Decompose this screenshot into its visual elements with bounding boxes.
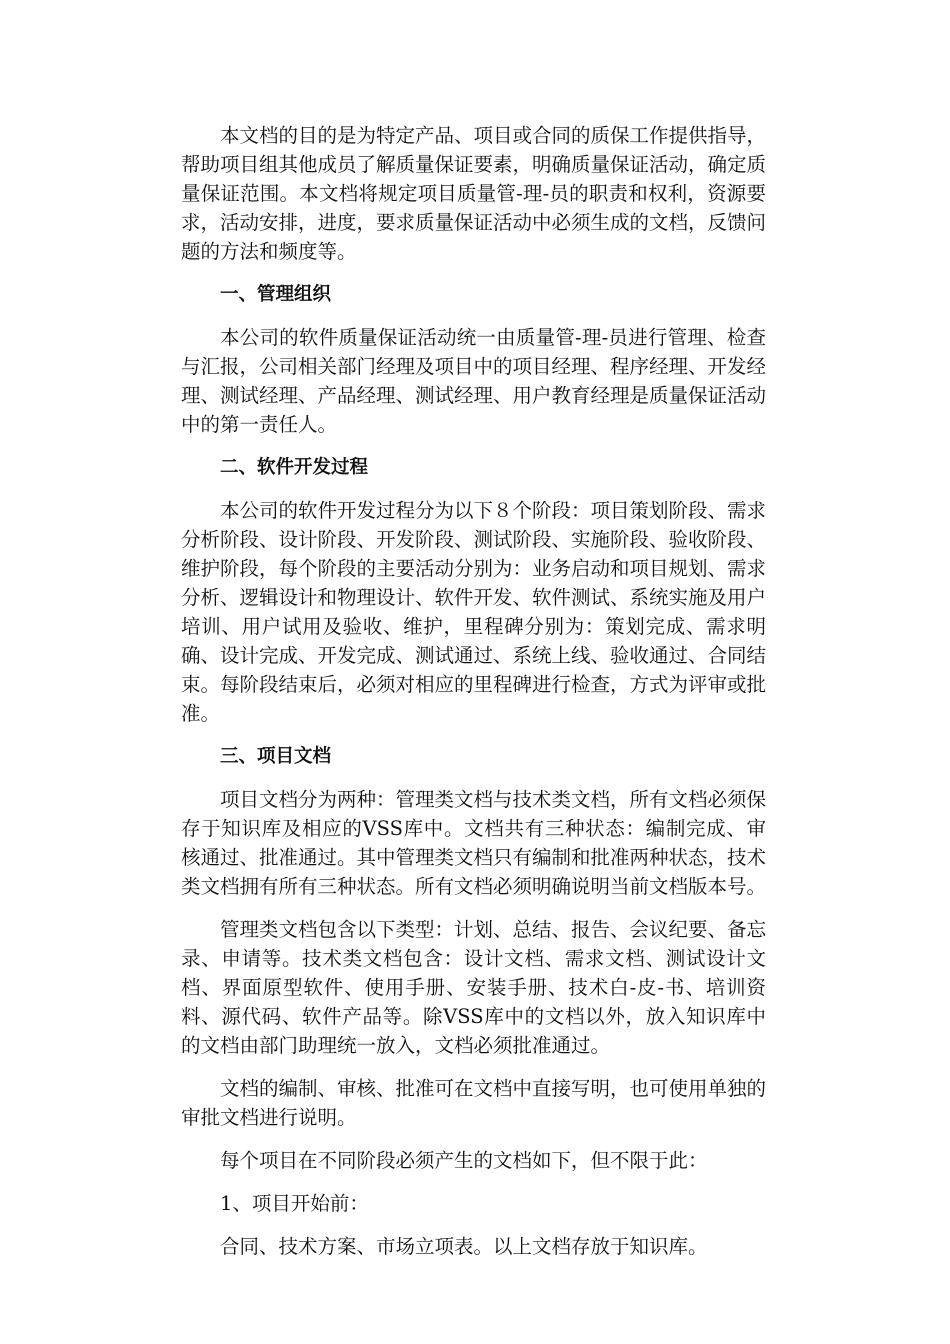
documents-paragraph-approval: 文档的编制、审核、批准可在文档中直接写明，也可使用单独的审批文档进行说明。 (181, 1077, 767, 1129)
section-heading-development-process: 二、软件开发过程 (220, 457, 369, 478)
section-heading-project-documents: 三、项目文档 (220, 746, 332, 767)
documents-paragraph-required: 每个项目在不同阶段必须产生的文档如下，但不限于此： (220, 1149, 708, 1172)
documents-paragraph-categories: 管理类文档包含以下类型：计划、总结、报告、会议纪要、备忘录、申请等。技术类文档包含：设计文档、需求文档、测试设计文档、界面原型软件、使用手册、安装手册、技术白-皮-书、培训资料、源代码、软件产品等。除VSS库中的文档以外，放入知识库中的文档由部门助理统一放入，文档必须批准通过。 (181, 918, 767, 1057)
documents-list-item-1: 1、项目开始前： (220, 1192, 369, 1215)
development-process-paragraph: 本公司的软件开发过程分为以下８个阶段：项目策划阶段、需求分析阶段、设计阶段、开发阶段、测试阶段、实施阶段、验收阶段、维护阶段，每个阶段的主要活动分别为：业务启动和项目规划、需求分析、逻辑设计和物理设计、软件开发、软件测试、系统实施及用户培训、用户试用及验收、维护，里程碑分别为：策划完成、需求明确、设计完成、开发完成、测试通过、系统上线、验收通过、合同结束。每阶段结束后，必须对相应的里程碑进行检查，方式为评审或批准。 (181, 499, 767, 725)
management-paragraph: 本公司的软件质量保证活动统一由质量管-理-员进行管理、检查与汇报，公司相关部门经理及项目中的项目经理、程序经理、开发经理、测试经理、产品经理、测试经理、用户教育经理是质量保证活动中的第一责任人。 (181, 326, 767, 436)
intro-paragraph: 本文档的目的是为特定产品、项目或合同的质保工作提供指导，帮助项目组其他成员了解质量保证要素，明确质量保证活动，确定质量保证范围。本文档将规定项目质量管-理-员的职责和权利，资源要求，活动安排，进度，要求质量保证活动中必须生成的文档，反馈问题的方法和频度等。 (181, 124, 767, 263)
documents-paragraph-pre-project: 合同、技术方案、市场立项表。以上文档存放于知识库。 (220, 1235, 708, 1258)
document-body (181, 121, 766, 1275)
section-heading-management: 一、管理组织 (220, 284, 332, 305)
documents-paragraph-types: 项目文档分为两种：管理类文档与技术类文档，所有文档必须保存于知识库及相应的VSS库中。文档共有三种状态：编制完成、审核通过、批准通过。其中管理类文档只有编制和批准两种状态，技术类文档拥有所有三种状态。所有文档必须明确说明当前文档版本号。 (181, 788, 767, 898)
